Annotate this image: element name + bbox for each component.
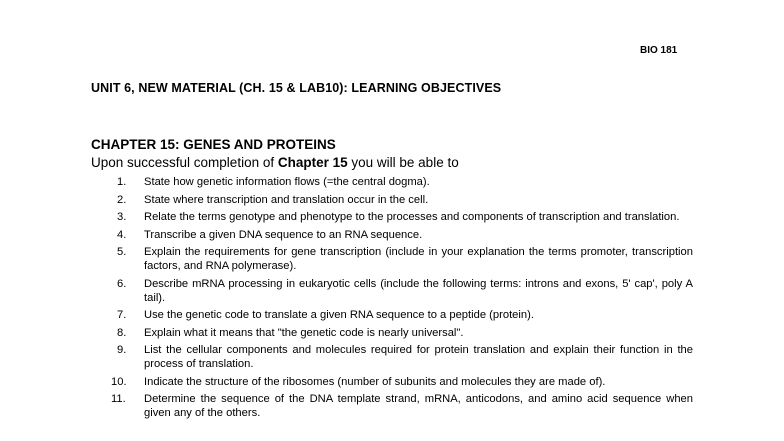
objective-item	[91, 193, 693, 207]
objective-item	[91, 210, 693, 224]
objective-number: 1.	[117, 176, 127, 188]
objective-text: Use the genetic code to translate a given RNA sequence to a peptide (protein).	[144, 309, 534, 321]
objective-text: Describe mRNA processing in eukaryotic cells (include the following terms: introns and exons, 5' cap', poly A tail).	[144, 277, 693, 304]
objective-number: 10.	[111, 375, 127, 388]
objectives-list	[91, 175, 693, 424]
objective-text: Relate the terms genotype and phenotype to the processes and components of transcription and translation.	[144, 211, 680, 223]
objective-text: Determine the sequence of the DNA template strand, mRNA, anticodons, and amino acid sequence when given any of the others.	[144, 393, 693, 419]
chapter-title: CHAPTER 15: GENES AND PROTEINS	[91, 137, 336, 152]
intro-prefix: Upon successful completion of	[91, 155, 278, 170]
objective-number: 6.	[117, 277, 127, 290]
objective-item	[91, 308, 693, 322]
objective-text: List the cellular components and molecules required for protein translation and explain their function in the process of translation.	[144, 344, 693, 370]
chapter-intro	[91, 155, 459, 170]
objective-item	[91, 326, 693, 340]
objective-text: Indicate the structure of the ribosomes (number of subunits and molecules they are made of).	[144, 375, 606, 388]
objective-number: 11.	[111, 393, 126, 405]
objective-text: Explain what it means that "the genetic code is nearly universal".	[144, 326, 464, 339]
objective-number: 3.	[117, 211, 127, 223]
objective-text: State where transcription and translation occur in the cell.	[144, 193, 429, 206]
objective-item	[91, 343, 693, 371]
intro-chapter-ref: Chapter 15	[277, 155, 348, 170]
objective-number: 5.	[117, 246, 127, 258]
objective-item	[91, 245, 693, 273]
objective-number: 7.	[117, 309, 127, 321]
objective-number: 2.	[117, 193, 127, 206]
objective-item	[91, 277, 693, 305]
objective-item	[91, 392, 693, 420]
objective-text: Explain the requirements for gene transcription (include in your explanation the terms promoter, transcription factors, and RNA polymerase).	[144, 246, 693, 272]
objective-text: State how genetic information flows (=the central dogma).	[144, 176, 430, 188]
objective-item	[91, 175, 693, 189]
objective-number: 8.	[117, 326, 127, 339]
course-code: BIO 181	[640, 45, 678, 56]
objective-item	[91, 375, 693, 389]
objective-text: Transcribe a given DNA sequence to an RNA sequence.	[144, 228, 423, 241]
intro-suffix: you will be able to	[347, 155, 459, 170]
objective-number: 4.	[117, 228, 127, 241]
objective-item	[91, 228, 693, 242]
objective-number: 9.	[117, 344, 127, 356]
unit-title: UNIT 6, NEW MATERIAL (CH. 15 & LAB10): LEARNING OBJECTIVES	[91, 81, 502, 95]
